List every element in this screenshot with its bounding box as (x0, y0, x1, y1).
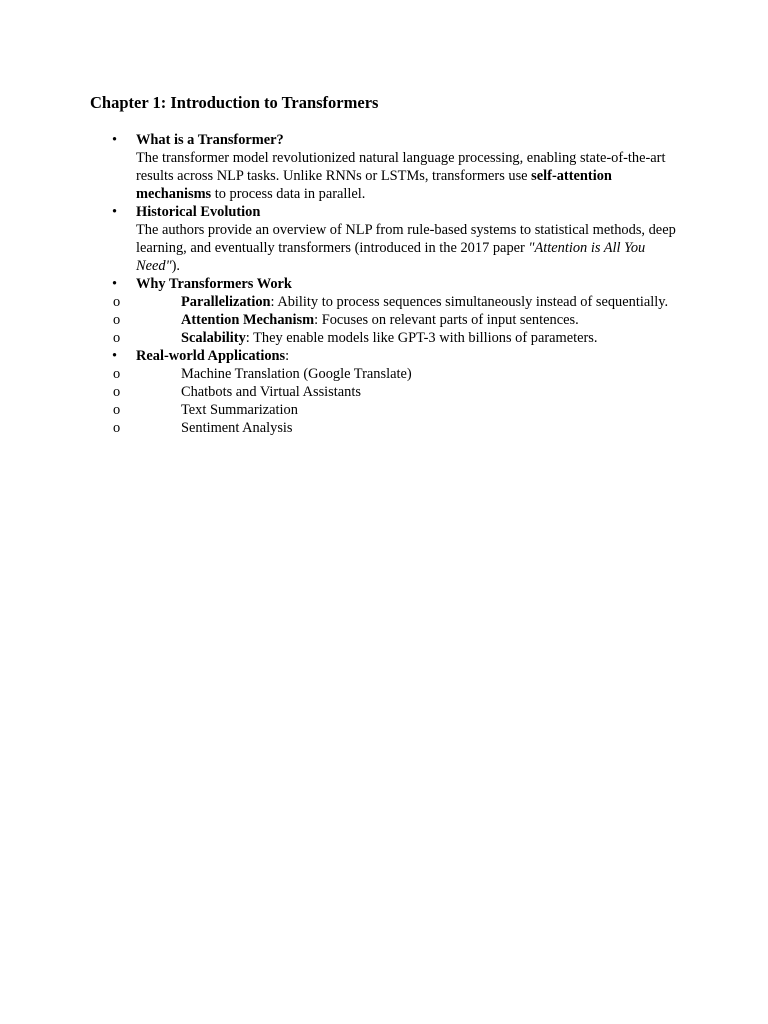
sub-list-item (91, 311, 690, 329)
heading-suffix: : (285, 348, 290, 364)
term-bold: Scalability (181, 330, 246, 346)
term-description: : They enable models like GPT-3 with billions of parameters. (245, 330, 598, 346)
sub-bullet-icon: o (113, 330, 121, 346)
paragraph-bold-text: self-attention mechanisms (136, 168, 612, 202)
sub-item-text: Sentiment Analysis (181, 420, 293, 436)
paper-title-italic: "Attention is All You Need" (136, 240, 646, 274)
sub-item-text: Machine Translation (Google Translate) (181, 366, 412, 382)
term-description: : Ability to process sequences simultaneously instead of sequentially. (270, 294, 669, 310)
list-item-what-is-transformer (90, 131, 690, 203)
paragraph-text: to process data in parallel. (211, 186, 366, 202)
chapter-title: Chapter 1: Introduction to Transformers (90, 93, 379, 112)
bullet-icon: • (112, 348, 118, 364)
term-description: : Focuses on relevant parts of input sentences. (314, 312, 579, 328)
item-heading: Historical Evolution (136, 204, 261, 220)
sub-list-item (91, 329, 690, 347)
sub-bullet-icon: o (113, 294, 121, 310)
sub-bullet-icon: o (113, 366, 121, 382)
sub-list-item (91, 293, 690, 311)
term-bold: Parallelization (181, 294, 271, 310)
sub-list-item (91, 365, 690, 383)
sub-list-item (91, 383, 690, 401)
sub-list (113, 365, 690, 437)
list-item-real-world-applications (90, 347, 690, 437)
term-bold: Attention Mechanism (181, 312, 315, 328)
bullet-icon: • (112, 132, 118, 148)
sub-item-text (136, 311, 690, 329)
item-paragraph (136, 221, 690, 275)
paragraph-text: The authors provide an overview of NLP from rule-based systems to statistical methods, deep learning, and eventually transformers (introduced in the 2017 paper (136, 222, 676, 256)
sub-bullet-icon: o (113, 420, 121, 436)
bullet-icon: • (112, 204, 118, 220)
bullet-icon: • (112, 276, 118, 292)
item-heading: Real-world Applications (136, 348, 286, 364)
sub-list-item (91, 419, 690, 437)
sub-item-text: Text Summarization (181, 402, 298, 418)
sub-item-text: Chatbots and Virtual Assistants (181, 384, 361, 400)
sub-bullet-icon: o (113, 402, 121, 418)
paragraph-text: The transformer model revolutionized natural language processing, enabling state-of-the-art results across NLP tasks. Unlike RNNs or LSTMs, transformers use (136, 150, 666, 184)
sub-list-item (91, 401, 690, 419)
sub-bullet-icon: o (113, 312, 121, 328)
list-item-why-transformers-work (90, 275, 690, 347)
item-paragraph (136, 149, 690, 203)
item-heading: What is a Transformer? (136, 132, 284, 148)
sub-bullet-icon: o (113, 384, 121, 400)
sub-item-text (136, 293, 690, 311)
sub-list (113, 293, 690, 347)
item-heading: Why Transformers Work (136, 276, 292, 292)
section-list (90, 131, 690, 437)
list-item-historical-evolution (90, 203, 690, 275)
sub-item-text (136, 329, 690, 347)
paragraph-text: ). (171, 258, 181, 274)
